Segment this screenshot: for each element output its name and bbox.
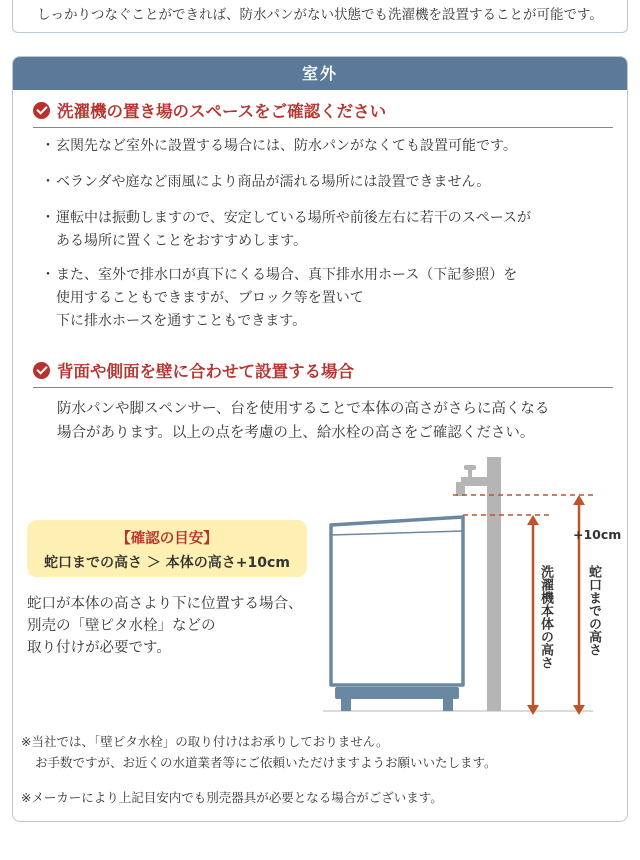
bullet-item (41, 171, 611, 194)
bullet-line: ・ ベランダや庭など雨風により商品が濡れる場所には設置できません。 (56, 174, 491, 190)
check-circle-icon (33, 102, 50, 119)
section2-divider (33, 387, 613, 388)
warning-line: 蛇口が本体の高さより下に位置する場合、 (27, 596, 303, 612)
top-note-box (12, 0, 628, 33)
paragraph-line: 場合があります。以上の点を考慮の上、給水栓の高さをご確認ください。 (57, 425, 535, 441)
body-height-label: 洗濯機本体の高さ (538, 565, 553, 669)
outdoor-card (12, 56, 628, 822)
bullet-item (41, 264, 611, 333)
warning-text (27, 593, 303, 659)
top-note-text: しっかりつなぐことができれば、防水パンがない状態でも洗濯機を設置することが可能です。 (37, 7, 603, 23)
footnote-line: お手数ですが、お近くの水道業者等にご依頼いただけますようお願いいたします。 (35, 755, 497, 770)
bullet-line: ・ また、室外で排水口が真下にくる場合、真下排水用ホース（下記参照）を (56, 267, 518, 283)
footnotes (21, 731, 497, 808)
footnote-line: ※当社では、「壁ピタ水栓」の取り付けはお承りしておりません。 (21, 734, 389, 749)
washing-machine-icon (331, 517, 463, 711)
bullet-item (41, 207, 611, 253)
guide-title: 【確認の目安】 (116, 531, 218, 547)
paragraph-line: 防水パンや脚スペンサー、台を使用することで本体の高さがさらに高くなる (57, 401, 550, 417)
bullet-line: 使用することもできますが、ブロック等を置いて (56, 290, 364, 306)
warning-line: 取り付けが必要です。 (27, 640, 171, 656)
faucet-height-label: 蛇口までの高さ (586, 565, 601, 656)
section1-divider (33, 127, 613, 128)
section2-title (33, 359, 354, 381)
guide-formula: 蛇口までの高さ ＞ 本体の高さ+10cm (44, 555, 290, 571)
bullet-item (41, 135, 611, 158)
plus-10cm-label: +10cm (573, 527, 622, 542)
footnote-line: ※メーカーにより上記目安内でも別売器具が必要となる場合がございます。 (21, 790, 443, 805)
section1-title (33, 99, 386, 121)
section1-title-text: 洗濯機の置き場のスペースをご確認ください (57, 102, 387, 121)
bullet-line: ・ 玄関先など室外に設置する場合には、防水パンがなくても設置可能です。 (56, 138, 517, 154)
section2-paragraph (57, 397, 549, 445)
section1-bullet-list (41, 135, 611, 333)
bullet-line: ある場所に置くことをおすすめします。 (56, 233, 308, 249)
warning-line: 別売の「壁ピタ水栓」などの (27, 618, 216, 634)
section2-title-text: 背面や側面を壁に合わせて設置する場合 (57, 362, 354, 381)
bullet-line: ・ 運転中は振動しますので、安定している場所や前後左右に若干のスペースが (56, 210, 532, 226)
guide-box (27, 520, 307, 577)
faucet-icon (456, 465, 487, 496)
card-header: 室外 (13, 57, 627, 90)
check-circle-icon (33, 362, 50, 379)
bullet-line: 下に排水ホースを通すこともできます。 (56, 313, 307, 329)
installation-diagram (313, 457, 613, 717)
